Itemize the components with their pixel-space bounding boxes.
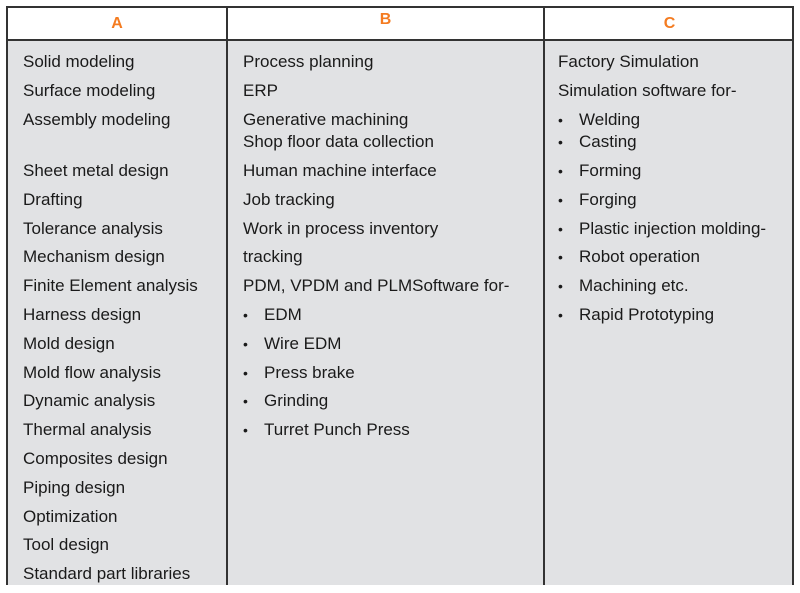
bullet-item-label: Robot operation	[579, 247, 700, 266]
bullet-item	[243, 334, 341, 354]
list-item: Job tracking	[243, 190, 335, 209]
bullet-icon: •	[243, 336, 248, 352]
list-item: Tool design	[23, 535, 110, 554]
comparison-table	[6, 6, 794, 585]
list-item: Optimization	[23, 507, 118, 526]
column-header-b: B	[379, 11, 392, 28]
list-item: Tolerance analysis	[23, 219, 163, 238]
list-item: Finite Element analysis	[23, 276, 198, 295]
bullet-icon: •	[558, 192, 563, 208]
column-divider	[543, 8, 545, 39]
bullet-icon: •	[558, 278, 563, 294]
list-item: Simulation software for-	[558, 81, 737, 100]
table-body-row	[8, 41, 792, 585]
column-b	[243, 41, 539, 585]
bullet-item	[243, 420, 410, 440]
bullet-icon: •	[243, 422, 248, 438]
column-divider	[226, 41, 228, 585]
bullet-item-label: Welding	[579, 110, 641, 129]
list-item: Mold flow analysis	[23, 363, 161, 382]
bullet-icon: •	[558, 221, 563, 237]
list-item: Human machine interface	[243, 161, 437, 180]
list-item: Composites design	[23, 449, 168, 468]
bullet-icon: •	[558, 134, 563, 150]
list-item: Dynamic analysis	[23, 391, 156, 410]
list-item: Work in process inventory	[243, 219, 439, 238]
list-item: ERP	[243, 81, 278, 100]
bullet-icon: •	[243, 393, 248, 409]
bullet-icon: •	[558, 249, 563, 265]
bullet-item	[558, 305, 714, 325]
list-item: PDM, VPDM and PLMSoftware for-	[243, 276, 510, 295]
bullet-item	[558, 190, 637, 210]
list-item: Thermal analysis	[23, 420, 152, 439]
bullet-icon: •	[558, 112, 563, 128]
bullet-item-label: Grinding	[264, 391, 329, 410]
bullet-item	[558, 110, 640, 130]
bullet-item	[243, 391, 328, 411]
table-header-row	[8, 8, 792, 41]
column-divider	[543, 41, 545, 585]
bullet-item-label: Forging	[579, 190, 637, 209]
list-item: Harness design	[23, 305, 142, 324]
bullet-item	[243, 305, 302, 325]
bullet-icon: •	[558, 163, 563, 179]
list-item: Drafting	[23, 190, 83, 209]
bullet-item-label: Turret Punch Press	[264, 420, 410, 439]
list-item: Mechanism design	[23, 247, 165, 266]
list-item: Mold design	[23, 334, 115, 353]
bullet-item-label: Forming	[579, 161, 642, 180]
bullet-item	[243, 363, 355, 383]
column-header-c: C	[663, 15, 676, 32]
bullet-icon: •	[558, 307, 563, 323]
bullet-icon: •	[243, 307, 248, 323]
bullet-item	[558, 132, 637, 152]
list-item: tracking	[243, 247, 303, 266]
bullet-item-label: Machining etc.	[579, 276, 689, 295]
list-item: Standard part libraries	[23, 564, 191, 583]
list-item: Shop floor data collection	[243, 132, 434, 151]
column-c	[558, 41, 792, 585]
bullet-item-label: Press brake	[264, 363, 355, 382]
bullet-item-label: Plastic injection molding-	[579, 219, 767, 238]
bullet-item	[558, 161, 641, 181]
list-item: Factory Simulation	[558, 52, 699, 71]
bullet-item	[558, 276, 689, 296]
column-a	[23, 41, 223, 585]
list-item: Assembly modeling	[23, 110, 171, 129]
bullet-item-label: Wire EDM	[264, 334, 342, 353]
bullet-item-label: Casting	[579, 132, 637, 151]
bullet-icon: •	[243, 365, 248, 381]
list-item: Solid modeling	[23, 52, 135, 71]
column-header-a: A	[111, 15, 123, 32]
list-item: Piping design	[23, 478, 126, 497]
list-item: Surface modeling	[23, 81, 156, 100]
column-divider	[226, 8, 228, 39]
bullet-item-label: Rapid Prototyping	[579, 305, 715, 324]
bullet-item-label: EDM	[264, 305, 302, 324]
bullet-item	[558, 247, 700, 267]
list-item: Process planning	[243, 52, 374, 71]
bullet-item	[558, 219, 766, 239]
list-item: Sheet metal design	[23, 161, 169, 180]
list-item: Generative machining	[243, 110, 409, 129]
